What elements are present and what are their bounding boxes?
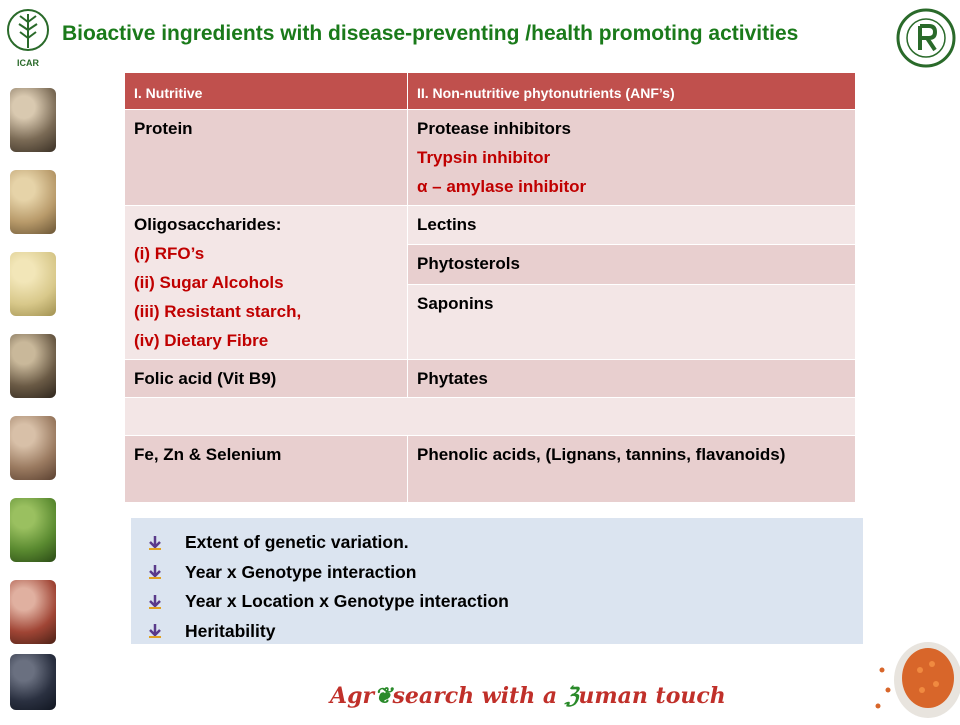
cell-protein: Protein xyxy=(125,110,408,206)
arrow-bullet-icon xyxy=(147,564,163,580)
figure-glyph-icon: ℨ xyxy=(564,683,579,709)
bioactive-table xyxy=(124,72,856,503)
oligo-item: (iv) Dietary Fibre xyxy=(134,331,269,350)
arrow-bullet-icon xyxy=(147,594,163,610)
cell-phenolic: Phenolic acids, (Lignans, tannins, flavanoids) xyxy=(408,436,856,503)
page-title: Bioactive ingredients with disease-preventing /health promoting activities xyxy=(62,22,799,45)
cell-phytosterols: Phytosterols xyxy=(408,245,856,284)
seed-image xyxy=(10,252,56,316)
list-item xyxy=(147,558,863,588)
trypsin-inhibitor: Trypsin inhibitor xyxy=(417,148,551,167)
bullet-text: Heritability xyxy=(185,620,276,641)
table-row xyxy=(125,206,856,245)
slogan-part: uman touch xyxy=(578,683,726,709)
lentil-bowl-image xyxy=(868,630,960,720)
header-nutritive: I. Nutritive xyxy=(125,73,408,110)
icar-logo-text: ICAR xyxy=(17,58,39,68)
leaf-glyph-icon: ❦ xyxy=(374,683,393,709)
seed-image xyxy=(10,654,56,710)
cell-saponins: Saponins xyxy=(408,284,856,359)
table-header-row xyxy=(125,73,856,110)
lentil-bowl-icon xyxy=(868,630,960,720)
footer-slogan xyxy=(330,683,726,709)
cell-minerals: Fe, Zn & Selenium xyxy=(125,436,408,503)
protease-inhibitors: Protease inhibitors xyxy=(417,119,571,138)
cell-lectins: Lectins xyxy=(408,206,856,245)
seed-image xyxy=(10,170,56,234)
bullet-box xyxy=(131,518,863,644)
bullet-text: Year x Location x Genotype interaction xyxy=(185,591,509,611)
iipr-logo xyxy=(896,2,956,74)
amylase-inhibitor: α – amylase inhibitor xyxy=(417,177,587,196)
slogan-part: search with a xyxy=(392,683,565,709)
oligo-item: (iii) Resistant starch, xyxy=(134,302,302,321)
cell-phytates: Phytates xyxy=(408,360,856,398)
bullet-list xyxy=(131,518,863,646)
table-row xyxy=(125,360,856,398)
seed-image xyxy=(10,416,56,480)
bullet-text: Year x Genotype interaction xyxy=(185,561,417,582)
cell-oligosaccharides xyxy=(125,206,408,360)
oligo-item: (ii) Sugar Alcohols xyxy=(134,273,284,292)
icar-logo xyxy=(6,4,50,74)
seed-image xyxy=(10,580,56,644)
list-item xyxy=(147,617,863,647)
bullet-text: Extent of genetic variation. xyxy=(185,532,409,552)
arrow-bullet-icon xyxy=(147,535,163,551)
cell-empty xyxy=(125,398,856,436)
table-row-empty xyxy=(125,398,856,436)
list-item xyxy=(147,587,863,617)
oligo-item: (i) RFO’s xyxy=(134,244,205,263)
cell-protease xyxy=(408,110,856,206)
seed-image xyxy=(10,334,56,398)
iipr-seal-icon xyxy=(896,2,956,74)
slogan-part: Agr xyxy=(330,683,375,709)
oligosaccharides-label: Oligosaccharides: xyxy=(134,215,282,234)
wheat-emblem-icon xyxy=(6,4,50,58)
header-non-nutritive: II. Non-nutritive phytonutrients (ANF’s) xyxy=(408,73,856,110)
table-row xyxy=(125,110,856,206)
table-row xyxy=(125,436,856,503)
cell-folic-acid: Folic acid (Vit B9) xyxy=(125,360,408,398)
list-item xyxy=(147,528,863,558)
seed-image xyxy=(10,88,56,152)
seed-image xyxy=(10,498,56,562)
arrow-bullet-icon xyxy=(147,623,163,639)
